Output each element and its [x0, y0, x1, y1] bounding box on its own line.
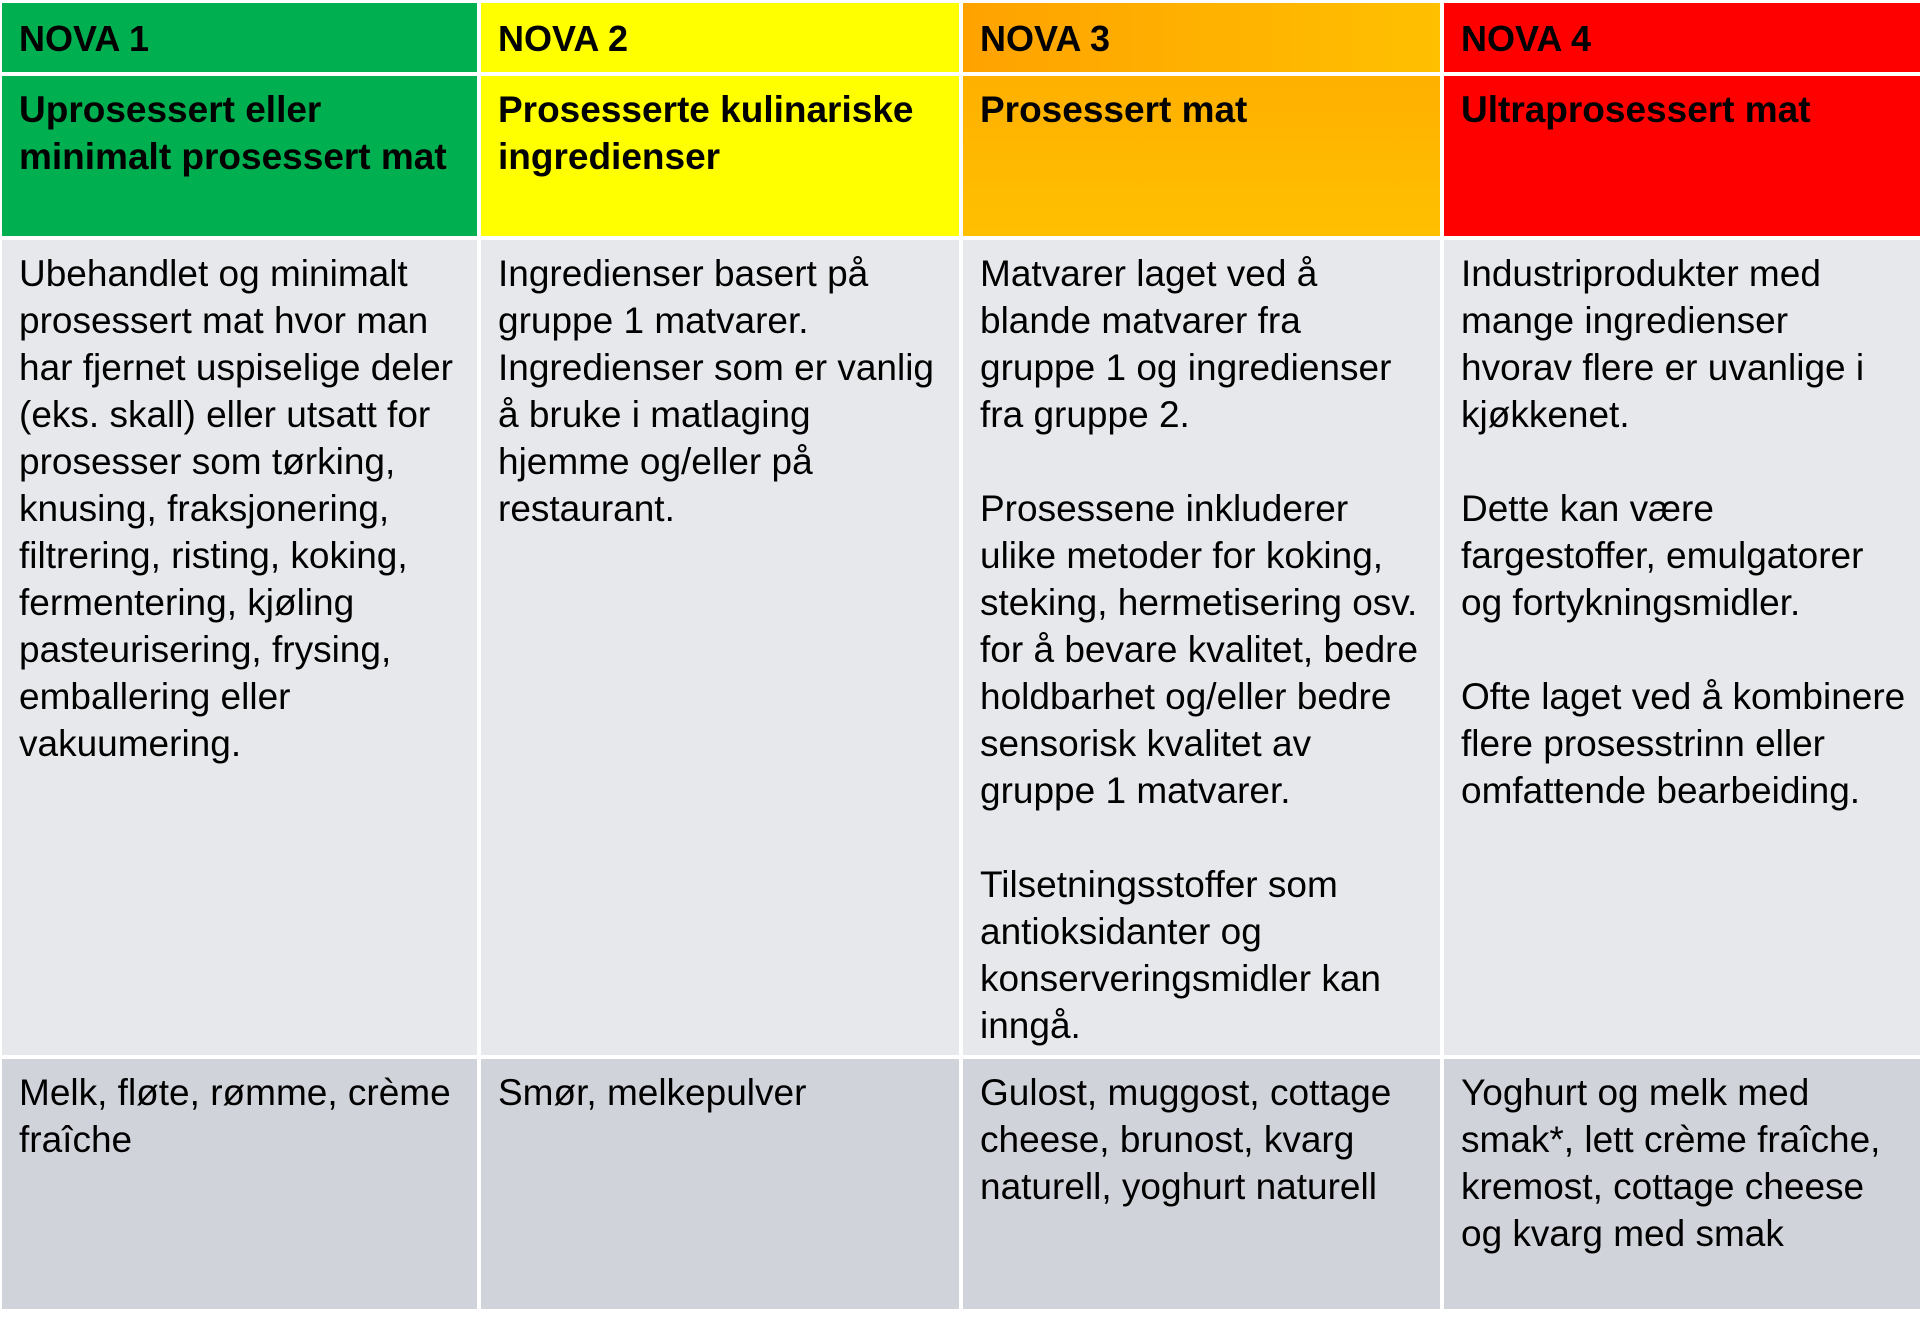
nova-4-title: Ultraprosessert mat [1444, 76, 1920, 236]
nova-1-title: Uprosessert eller minimalt prosessert mat [2, 76, 477, 236]
nova-3-examples: Gulost, muggost, cottage cheese, brunost, kvarg naturell, yoghurt naturell [963, 1059, 1440, 1309]
nova-2-examples: Smør, melkepulver [481, 1059, 959, 1309]
nova-3-header: NOVA 3 [963, 3, 1440, 72]
nova-2-title: Prosesserte kulinariske ingredienser [481, 76, 959, 236]
nova-4-description: Industriprodukter med mange ingredienser hvorav flere er uvanlige i kjøkkenet. Dette kan være fargestoffer, emulgatorer og fortykningsmidler. Ofte laget ved å kombinere flere prosesstrinn eller omfattende bearbeiding. [1444, 240, 1920, 1055]
nova-2-header: NOVA 2 [481, 3, 959, 72]
nova-4-header: NOVA 4 [1444, 3, 1920, 72]
nova-3-title: Prosessert mat [963, 76, 1440, 236]
nova-classification-table [2, 3, 1918, 1309]
nova-3-description: Matvarer laget ved å blande matvarer fra gruppe 1 og ingredienser fra gruppe 2. Prosessene inkluderer ulike metoder for koking, steking, hermetisering osv. for å bevare kvalitet, bedre holdbarhet og/eller bedre sensorisk kvalitet av gruppe 1 matvarer. Tilsetningsstoffer som antioksidanter og konserveringsmidler kan inngå. [963, 240, 1440, 1055]
nova-1-description: Ubehandlet og minimalt prosessert mat hvor man har fjernet uspiselige deler (eks. skall) eller utsatt for prosesser som tørking, knusing, fraksjonering, filtrering, risting, koking, fermentering, kjøling pasteurisering, frysing, emballering eller vakuumering. [2, 240, 477, 1055]
nova-2-description: Ingredienser basert på gruppe 1 matvarer. Ingredienser som er vanlig å bruke i matlaging hjemme og/eller på restaurant. [481, 240, 959, 1055]
nova-1-examples: Melk, fløte, rømme, crème fraîche [2, 1059, 477, 1309]
nova-4-examples: Yoghurt og melk med smak*, lett crème fraîche, kremost, cottage cheese og kvarg med smak [1444, 1059, 1920, 1309]
nova-1-header: NOVA 1 [2, 3, 477, 72]
